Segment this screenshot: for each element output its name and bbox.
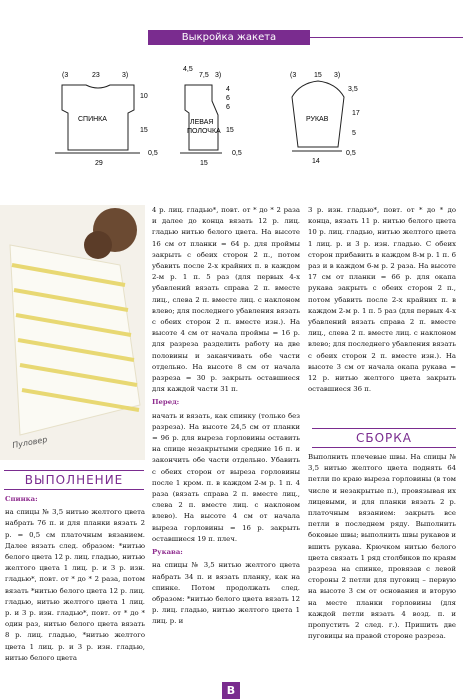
sleeve-top-right: 3) <box>334 72 341 79</box>
front-r2: 6 <box>226 95 230 102</box>
pattern-schematic <box>0 55 463 170</box>
back-bottom-width: 29 <box>95 160 103 167</box>
sleeve-top-width: 15 <box>314 72 322 79</box>
sleeve-label: РУКАВ <box>306 116 329 123</box>
front-label-1: ЛЕВАЯ <box>190 119 214 126</box>
section-heading-assembly: СБОРКА <box>312 428 456 448</box>
sweater-photo <box>0 205 145 460</box>
front-top-mid: 7,5 <box>199 72 209 79</box>
back-top-width: 23 <box>92 72 100 79</box>
front-top-left: 4,5 <box>183 66 193 73</box>
subheading-front: Перед: <box>152 398 180 407</box>
front-r3: 6 <box>226 104 230 111</box>
col2-p1: 4 р. лиц. гладью*, повт. от * до * 2 раза и далее до конца вязать 12 р. лиц. гладью нитью белого цвета. На высоте 16 см от планки = 64 р. для проймы закрыть с обеих сторон 2 п., потом убавить после 2-х крайних п. в каждом 2-м р. 1 п. 5 раз (для первых 4-х убавлений вязать справа 2 п. вместе лиц., слева 2 п. вместе лиц. с наклоном влево; для последнего убавления вязать с обеих сторон 2 п. вместе изн.). На высоте 4 см от начала проймы = 16 р. для разреза разделить работу на две половины и заканчивать обе части отдельно. На высоте 8 см от начала разреза = 30 р. закрыть оставшиеся для каждой части 31 п. <box>152 206 300 394</box>
column-3-top <box>308 205 456 397</box>
back-top-left: (3 <box>62 72 69 79</box>
front-top-right: 3) <box>215 72 222 79</box>
column-3-bottom <box>308 452 456 644</box>
column-2 <box>152 205 300 630</box>
back-top-right: 3) <box>122 72 129 79</box>
page-title: Выкройка жакета <box>148 30 310 45</box>
col2-p3: на спицы № 3,5 нитью желтого цвета набрать 34 п. и вязать планку, как на спинке. Потом продолжать след. образом: *нитью белого цвета вязать 12 р. лиц. гладью, нитью желтого цвета 1 лиц. р. и <box>152 561 300 626</box>
subheading-back: Спинка: <box>5 495 38 503</box>
col3-p2: Выполнить плечевые швы. На спицы № 3,5 нитью желтого цвета поднять 64 петли по краю выреза горловины (в том числе и незакрытые п.), провязывая их лицевыми, и для планки вязать 2 р. платочным вязанием: закрыть все петли в последнем ряду. Выполнить боковые швы; выполнить швы рукавов и вшить рукава. Крючком нитью белого цвета связать 1 ряд столбиков по краям разреза на спинке, провязав с левой стороны 2 петли для пуговиц – первую на высоте 3 см от основания и вторую на месте планки горловины (для каждой петли вязать 4 возд. п. и пропустить 2 след. г.). Пришить две пуговицы на правой стороне разреза. <box>308 453 456 641</box>
col1-text: на спицы № 3,5 нитью желтого цвета набрать 76 п. и для планки вязать 2 р. = 0,5 см платочным вязанием. Далее вязать след. образом: *нитью белого цвета 12 р. лиц. гладью, нитью желтого цвета 1 лиц. р. и 3 р. изн. гладью*, повт. от * до * 2 раза, потом вязать *нитью белого цвета 12 р. лиц. гладью, нитью желтого цвета 1 лиц. р. и 3 р. изн. гладью*, повт. от * до * один раз, нитью белого цвета вязать 8 р. лиц. гладью, *нитью желтого цвета 1 лиц. р. и 3 р. изн. гладью, нитью белого цвета <box>5 508 145 662</box>
back-label: СПИНКА <box>78 116 107 123</box>
back-h-lower: 15 <box>140 127 148 134</box>
front-bottom-edge: 0,5 <box>232 150 242 157</box>
sleeve-outline <box>292 81 344 147</box>
front-h-lower: 15 <box>226 127 234 134</box>
back-h-upper: 10 <box>140 93 148 100</box>
front-bottom-width: 15 <box>200 160 208 167</box>
column-1 <box>5 494 145 666</box>
subheading-sleeves: Рукава: <box>152 548 183 557</box>
sleeve-h: 17 <box>352 110 360 117</box>
front-r1: 4 <box>226 86 230 93</box>
photo-caption: Пуловер <box>11 434 48 451</box>
front-label-2: ПОЛОЧКА <box>187 128 221 135</box>
sleeve-top-left: (3 <box>290 72 297 79</box>
section-heading-execution: ВЫПОЛНЕНИЕ <box>4 470 144 490</box>
col3-p1: 3 р. изн. гладью*, повт. от * до * до конца, вязать 11 р. нитью белого цвета 10 р. лиц. гладью, нитью желтого цвета 1 лиц. р. и 3 р. изн. гладью. С обеих сторон прибавить в каждом 8-м р. 1 п. 6 раз и в каждом 6-м р. 2 раза. На высоте 17 см от планки = 66 р. для окапа рукава закрыть с обеих сторон 2 п., потом убавить после 2-х крайних п. в каждом 2-м р. 1 п. 5 раз (для первых 4-х убавлений вязать справа 2 п. вместе лиц., слева 2 п. вместе лиц. с наклоном влево; для последнего убавления вязать с обеих сторон 2 п. вместе изн.). На высоте 3 см от начала окапа рукава = 12 р. нитью желтого цвета закрыть оставшиеся 36 п. <box>308 206 456 394</box>
col2-p2: начать и вязать, как спинку (только без разреза). На высоте 24,5 см от планки = 96 р. для выреза горловины оставить на спице незакрытыми средние 16 п. и закончить обе части отдельно. Убавить с обеих сторон от выреза горловины после 1 кром. п. в каждом 2-м р. 1 п. 4 раза (вязать справа 2 п. вместе лиц., слева 2 п. вместе лиц. с наклоном влево). На высоте 4 см от начала выреза горловины = 16 р. закрыть оставшиеся 19 п. плеч. <box>152 411 300 543</box>
sleeve-h2: 5 <box>352 130 356 137</box>
title-rule <box>310 37 463 38</box>
sleeve-bottom-edge: 0,5 <box>346 150 356 157</box>
sleeve-bottom-width: 14 <box>312 158 320 165</box>
back-bottom-edge: 0,5 <box>148 150 158 157</box>
sleeve-cap: 3,5 <box>348 86 358 93</box>
page-number: В <box>222 682 240 699</box>
front-outline <box>185 85 218 150</box>
